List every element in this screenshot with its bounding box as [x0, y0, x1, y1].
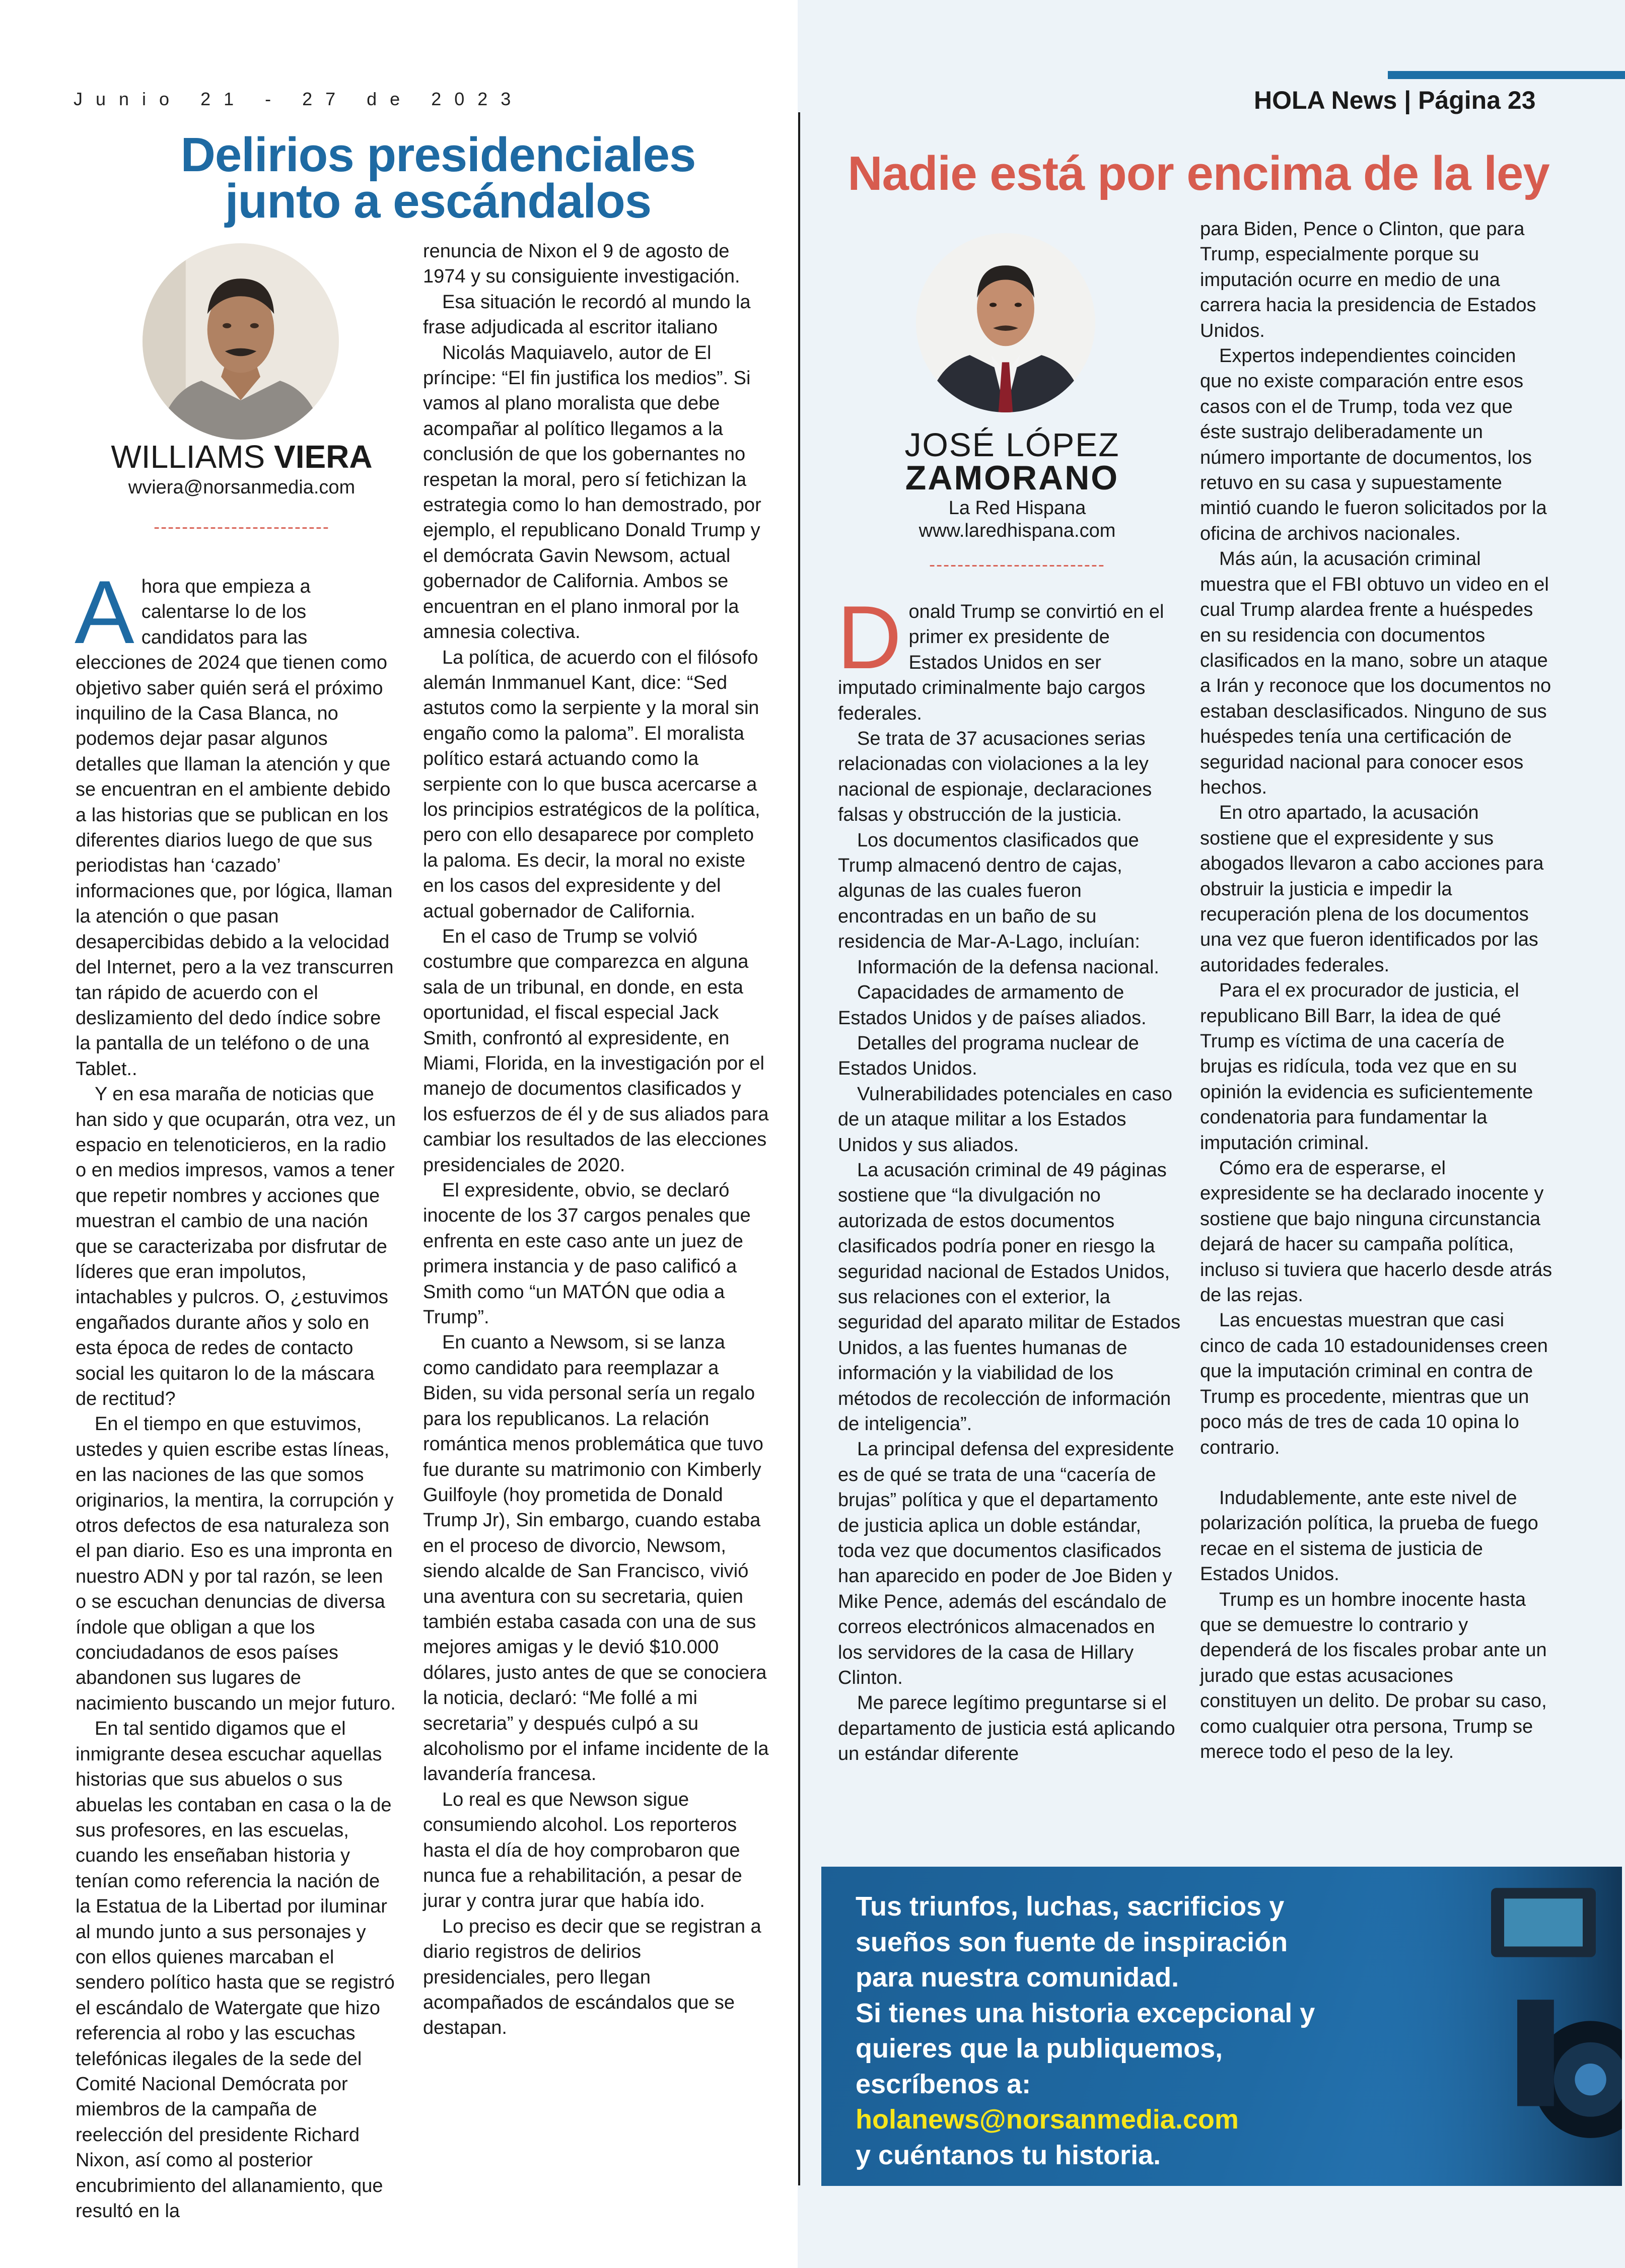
paragraph: renuncia de Nixon el 9 de agosto de 1974 y su consiguiente investigación.: [423, 241, 740, 288]
paragraph: Ahora que empieza a calentarse lo de los candidatos para las elecciones de 2024 que tienen como objetivo saber quién será el próximo inquilino de la Casa Blanca, no podemos dejar pasar algunos detalles que llaman la atención y que se encuentran en el ambiente debido a las historias que se publican en los diferentes diarios luego de que sus periodistas han ‘cazado’ informaciones que, por lógica, llaman la atención o que pasan desapercibidas debido a la velocidad del Internet, pero a la vez transcurren tan rápido de acuerdo con el deslizamiento del dedo índice sobre la pantalla de un teléfono o de una Tablet..: [75, 562, 394, 1080]
paragraph: Cómo era de esperarse, el expresidente se ha declarado inocente y sostiene que bajo ninguna circunstancia dejará de hacer su campaña política, incluso si tuviera que hacerlo desde atrás de las rejas.: [1200, 1158, 1552, 1306]
paragraph: Más aún, la acusación criminal muestra que el FBI obtuvo un video en el cual Trump alardea frente a huéspedes en su residencia con documentos clasificados en la mano, sobre un ataque a Irán y reconoce que los documentos no estaban desclasificados. Ninguno de sus huéspedes tenía una certificación de seguridad nacional para conocer esos hechos.: [1200, 548, 1551, 798]
paragraph: La acusación criminal de 49 páginas sostiene que “la divulgación no autorizada de estos documentos clasificados podría poner en riesgo la seguridad nacional de Estados Unidos, sus relaciones con el exterior, la seguridad del aparato militar de Estados Unidos, a las fuentes humanas de información y la viabilidad de los métodos de recolección de información de inteligencia”.: [838, 1159, 1181, 1435]
paragraph: Donald Trump se convirtió en el primer ex presidente de Estados Unidos en ser imputado criminalmente bajo cargos federales.: [837, 587, 1164, 724]
right-author-divider: -------------------------: [929, 554, 1105, 575]
promo-line: y cuéntanos tu historia.: [856, 2140, 1161, 2170]
left-title-line1: Delirios presidenciales: [180, 128, 696, 182]
left-author-name: WILLIAMS VIERA: [111, 439, 373, 475]
paragraph: El expresidente, obvio, se declaró inocente de los 37 cargos penales que enfrenta en este caso ante un juez de primera instancia y de paso calificó a Smith como “un MATÓN que odia a Trump”.: [423, 1180, 751, 1328]
paragraph: Capacidades de armamento de Estados Unidos y de países aliados.: [838, 982, 1147, 1029]
column-divider: [798, 112, 800, 2185]
paragraph: Indudablemente, ante este nivel de polarización política, la prueba de fuego recae en el sistema de justicia de Estados Unidos.: [1200, 1487, 1538, 1585]
paragraph: para Biden, Pence o Clinton, que para Trump, especialmente porque su imputación ocurre en medio de una carrera hacia la presidencia de Estados Unidos.: [1200, 219, 1536, 341]
paragraph: En tal sentido digamos que el inmigrante desea escuchar aquellas historias que sus abuelos o sus abuelas les contaban en casa o la de sus profesores, en las escuelas, cuando les enseñaban historia y tenían como referencia la nación de la Estatua de la Libertad por iluminar al mundo junto a sus personajes y con ellos quienes marcaban el sendero político hasta que se registró el escándalo de Watergate que hizo referencia al robo y las escuchas telefónicas ilegales de la sede del Comité Nacional Demócrata por miembros de la campaña de reelección del presidente Richard Nixon, así como al posterior encubrimiento del allanamiento, que resultó en la: [76, 1718, 395, 2222]
paragraph: Expertos independientes coinciden que no existe comparación entre esos casos con el de Trump, toda vez que éste sustrajo deliberadamente un número importante de documentos, los retuvo en su casa y supuestamente mintió cuando le fueron solicitados por la oficina de archivos nacionales.: [1200, 345, 1547, 544]
paragraph: Lo preciso es decir que se registran a diario registros de delirios presidenciales, pero llegan acompañados de escándalos que se destapan.: [423, 1916, 761, 2039]
paragraph: La política, de acuerdo con el filósofo alemán Inmmanuel Kant, dice: “Sed astutos como la serpiente y la moral sin engaño como la paloma”. El moralista político estará actuando como la serpiente con lo que busca acercarse a los principios estratégicos de la política, pero con ello desaparece por completo la paloma. Es decir, la moral no existe en los casos del expresidente y del actual gobernador de California.: [423, 647, 760, 922]
paragraph: Se trata de 37 acusaciones serias relacionadas con violaciones a la ley nacional de espionaje, declaraciones falsas y obstrucción de la justicia.: [838, 728, 1152, 826]
author-photo-williams-viera: [143, 243, 339, 440]
right-author-name-line1: JOSÉ LÓPEZ: [904, 426, 1120, 463]
paragraph: Información de la defensa nacional.: [857, 956, 1159, 978]
right-article-title: Nadie está por encima de la ley: [847, 147, 1549, 200]
left-article-column-2: [423, 239, 770, 2041]
paragraph: Vulnerabilidades potenciales en caso de un ataque militar a los Estados Unidos y sus aliados.: [838, 1083, 1173, 1156]
paragraph: Detalles del programa nuclear de Estados Unidos.: [838, 1032, 1139, 1080]
paragraph: Para el ex procurador de justicia, el republicano Bill Barr, la idea de qué Trump es víctima de una cacería de brujas es ridícula, toda vez que en su opinión la evidencia es suficientemente condenatoria para fundamentar la imputación criminal.: [1200, 980, 1533, 1154]
paragraph: Trump es un hombre inocente hasta que se demuestre lo contrario y dependerá de los fiscales probar ante un jurado que estas acusaciones constituyen un delito. De probar su caso, como cualquier otra persona, Trump se merece todo el peso de la ley.: [1200, 1589, 1547, 1762]
right-article-column-1: [837, 587, 1183, 1767]
right-author-name-line2: ZAMORANO: [905, 459, 1119, 497]
paragraph: En el tiempo en que estuvimos, ustedes y quien escribe estas líneas, en las naciones de las que somos originarios, la mentira, la corrupción y otros defectos de esa naturaleza son el pan diario. Eso es una impronta en nuestro ADN y por tal razón, se leen o se escuchan denuncias de diversa índole que obligan a que los conciudadanos de esos países abandonen sus lugares de nacimiento buscando un mejor futuro.: [76, 1413, 396, 1714]
paragraph: Nicolás Maquiavelo, autor de El príncipe: “El fin justifica los medios”. Si vamos al plano moralista que debe acompañar al político llegamos a la conclusión de que los gobernantes no respetan la moral, pero sí fetichizan la estrategia como lo han demostrado, por ejemplo, el republicano Donald Trump y el demócrata Gavin Newsom, actual gobernador de California. Ambos se encuentran en el plano inmoral por la amnesia colectiva.: [423, 342, 761, 643]
paragraph: Lo real es que Newson sigue consumiendo alcohol. Los reporteros hasta el día de hoy comprobaron que nunca fue a rehabilitación, a pesar de jurar y contra jurar que había ido.: [423, 1789, 742, 1912]
dropcap: A: [75, 562, 134, 662]
author-photo-jose-lopez-zamorano: [916, 233, 1095, 412]
right-author-website[interactable]: www.laredhispana.com: [919, 520, 1116, 541]
promo-line: para nuestra comunidad.: [856, 1962, 1179, 1993]
left-author-email[interactable]: wviera@norsanmedia.com: [128, 477, 356, 498]
paragraph: Las encuestas muestran que casi cinco de cada 10 estadounidenses creen que la imputación criminal en contra de Trump es procedente, mientras que un poco más de tres de cada 10 opina lo contrario.: [1200, 1310, 1548, 1458]
left-author-divider: -------------------------: [154, 516, 330, 537]
promo-line: sueños son fuente de inspiración: [856, 1927, 1288, 1957]
promo-line: quieres que la publiquemos,: [856, 2033, 1223, 2064]
right-author-organization: La Red Hispana: [948, 498, 1086, 519]
paragraph: En cuanto a Newsom, si se lanza como candidato para reemplazar a Biden, su vida personal sería un regalo para los republicanos. La relación romántica menos problemática que tuvo fue durante su matrimonio con Kimberly Guilfoyle (hoy prometida de Donald Trump Jr), Sin embargo, cuando estaba en el proceso de divorcio, Newsom, siendo alcalde de San Francisco, vivió una aventura con su secretaria, quien también estaba casada con una de sus mejores amigas y le devió $10.000 dólares, justo antes de que se conociera la noticia, declaró: “Me follé a mi secretaria” y después culpó a su alcoholismo por el infame incidente de la lavandería francesa.: [423, 1332, 769, 1785]
paragraph: En otro apartado, la acusación sostiene que el expresidente y sus abogados llevaron a cabo acciones para obstruir la justicia e impedir la recuperación plena de los documentos una vez que fueron identificados por las autoridades federales.: [1200, 802, 1544, 976]
promo-banner: [821, 1867, 1622, 2186]
issue-date: Junio 21 - 27 de 2023: [74, 89, 524, 109]
right-article-column-2: [1200, 217, 1552, 1764]
paragraph: Me parece legítimo preguntarse si el departamento de justicia está aplicando un estándar diferente: [838, 1692, 1175, 1765]
left-article-column-1: [75, 562, 398, 2224]
left-title-line2: junto a escándalos: [225, 174, 652, 228]
promo-line: Si tienes una historia excepcional y: [856, 1998, 1315, 2028]
paragraph: La principal defensa del expresidente es de qué se trata de una “cacería de brujas” política y que el departamento de justicia aplica un doble estándar, toda vez que documentos clasificados han aparecido en poder de Joe Biden y Mike Pence, además del escándalo de correos electrónicos almacenados en los servidores de la casa de Hillary Clinton.: [838, 1439, 1174, 1689]
promo-email-link[interactable]: holanews@norsanmedia.com: [856, 2104, 1239, 2135]
header-accent-bar: [1388, 71, 1625, 79]
promo-line: Tus triunfos, luchas, sacrificios y: [856, 1891, 1285, 1922]
promo-line: escríbenos a:: [856, 2069, 1031, 2099]
left-article-title: [151, 128, 725, 228]
promo-text: [856, 1889, 1384, 2173]
paragraph: Los documentos clasificados que Trump almacenó dentro de cajas, algunas de las cuales fueron encontradas en un baño de su residencia de Mar-A-Lago, incluían:: [838, 829, 1140, 953]
page-label: HOLA News | Página 23: [1254, 86, 1536, 114]
paragraph: En el caso de Trump se volvió costumbre que comparezca en alguna sala de un tribunal, en donde, en esta oportunidad, el fiscal especial Jack Smith, confrontó al expresidente, en Miami, Florida, en la investigación por el manejo de documentos clasificados y los esfuerzos de él y de sus aliados para cambiar los resultados de las elecciones presidenciales de 2020.: [423, 926, 769, 1176]
paragraph: Y en esa maraña de noticias que han sido y que ocuparán, otra vez, un espacio en telenoticieros, en la radio o en medios impresos, vamos a tener que repetir nombres y acciones que muestran el cambio de una nación que se caracterizaba por disfrutar de líderes que eran impolutos, intachables y pulcros. O, ¿estuvimos engañados durante años y solo en esta época de redes de contacto social les quitaron lo de la máscara de rectitud?: [76, 1084, 396, 1409]
paragraph: Esa situación le recordó al mundo la frase adjudicada al escritor italiano: [423, 291, 751, 338]
dropcap: D: [837, 587, 902, 687]
camera-illustration-icon: [1360, 1867, 1622, 2186]
